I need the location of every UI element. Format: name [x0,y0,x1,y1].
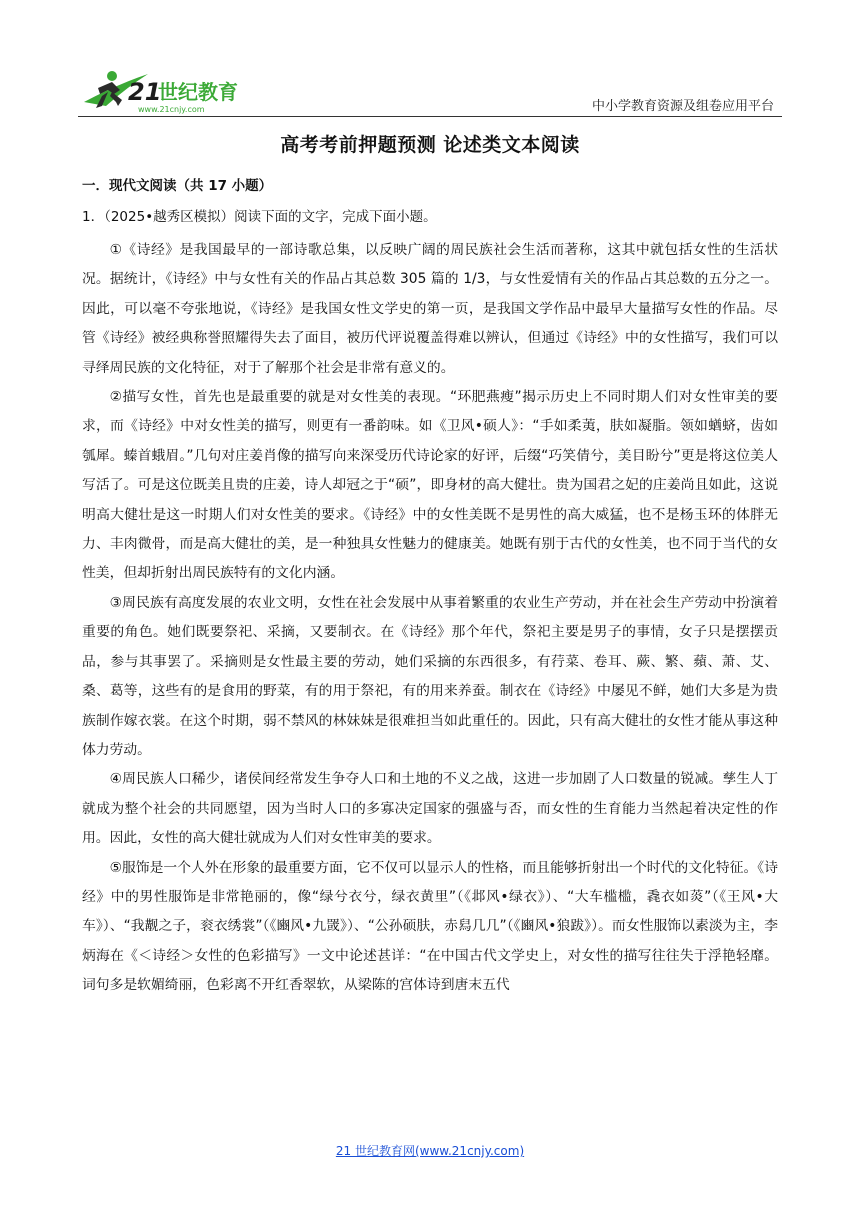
footer-link[interactable]: 21 世纪教育网(www.21cnjy.com) [335,1144,525,1158]
paragraph-5: ⑤服饰是一个人外在形象的最重要方面，它不仅可以显示人的性格，而且能够折射出一个时代的文化特征。《诗经》中的男性服饰是非常艳丽的，像“绿兮衣兮，绿衣黄里”（《邶风•绿衣》）、“大车槛槛，毳衣如菼”（《王风•大车》）、“我觏之子，衮衣绣裳”（《豳风•九罭》）、“公孙硕肤，赤舄几几”（《豳风•狼跋》）。而女性服饰以素淡为主，李炳海在《＜诗经＞女性的色彩描写》一文中论述甚详：“在中国古代文学史上，对女性的描写往往失于浮艳轻靡。词句多是软媚绮丽，色彩离不开红香翠软，从梁陈的宫体诗到唐末五代 [82,859,778,994]
svg-text:21: 21 [128,78,162,106]
paragraph-4: ④周民族人口稀少，诸侯间经常发生争夺人口和土地的不义之战，这进一步加剧了人口数量的锐减。孳生人丁就成为整个社会的共同愿望，因为当时人口的多寡决定国家的强盛与否，而女性的生育能力当然起着决定性的作用。因此，女性的高大健壮就成为人们对女性审美的要求。 [82,771,778,847]
svg-text:世纪教育: 世纪教育 [158,80,238,104]
document-title: 高考考前押题预测 论述类文本阅读 [280,134,580,156]
paragraph-1: ①《诗经》是我国最早的一部诗歌总集，以反映广阔的周民族社会生活而著称，这其中就包括女性的生活状况。据统计，《诗经》中与女性有关的作品占其总数 305 篇的 1/3，与女性爱情有关的作品占其总数的五分之一。因此，可以毫不夸张地说，《诗经》是我国女性文学史的第一页，是我国文学作品中最早大量描写女性的作品。尽管《诗经》被经典称誉照耀得失去了面目，被历代评说覆盖得难以辨认，但通过《诗经》中的女性描写，我们可以寻绎周民族的文化特征，对于了解那个社会是非常有意义的。 [82,242,778,376]
paragraph-2: ②描写女性，首先也是最重要的就是对女性美的表现。“环肥燕瘦”揭示历史上不同时期人们对女性审美的要求，而《诗经》中对女性美的描写，则更有一番韵味。如《卫风•硕人》：“手如柔荑，肤如凝脂。领如蝤蛴，齿如瓠犀。螓首蛾眉。”几句对庄姜肖像的描写向来深受历代诗论家的好评，后缀“巧笑倩兮，美目盼兮”更是将这位美人写活了。可是这位既美且贵的庄姜，诗人却冠之于“硕”，即身材的高大健壮。贵为国君之妃的庄姜尚且如此，这说明高大健壮是这一时期人们对女性美的要求。《诗经》中的女性美既不是男性的高大威猛，也不是杨玉环的体胖无力、丰肉微骨，而是高大健壮的美，是一种独具女性魅力的健康美。她既有别于古代的女性美，也不同于当代的女性美，但却折射出周民族特有的文化内涵。 [82,389,778,582]
paragraph-3: ③周民族有高度发展的农业文明，女性在社会发展中从事着繁重的农业生产劳动，并在社会生产劳动中扮演着重要的角色。她们既要祭祀、采摘，又要制衣。在《诗经》那个年代，祭祀主要是男子的事情，女子只是摆摆贡品，参与其事罢了。采摘则是女性最主要的劳动，她们采摘的东西很多，有荇菜、卷耳、蕨、繁、蘋、萧、艾、桑、葛等，这些有的是食用的野菜，有的用于祭祀，有的用来养蚕。制衣在《诗经》中屡见不鲜，她们大多是为贵族制作嫁衣裳。在这个时期，弱不禁风的林妹妹是很难担当如此重任的。因此，只有高大健壮的女性才能从事这种体力劳动。 [82,594,778,758]
runner-logo-icon [78,66,258,116]
reading-passage [82,236,778,1001]
page-header [0,0,860,120]
brand-logo[interactable] [78,66,258,116]
platform-name: 中小学教育资源及组卷应用平台 [591,99,774,114]
header-divider [78,116,782,117]
svg-text:www.21cnjy.com: www.21cnjy.com [138,105,205,114]
question-prompt: 1．（2025•越秀区模拟）阅读下面的文字，完成下面小题。 [82,209,437,225]
section-heading: 一．现代文阅读（共 17 小题） [82,178,273,194]
